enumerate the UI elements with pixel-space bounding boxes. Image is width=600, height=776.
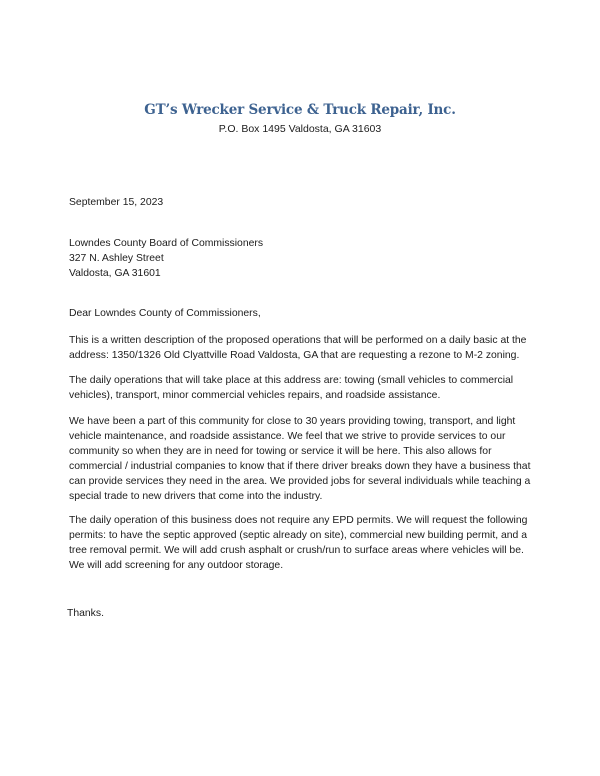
paragraph-1 — [69, 333, 526, 363]
recipient-line: Valdosta, GA 31601 — [69, 268, 161, 279]
text-line: vehicle maintenance, and roadside assistance. We feel that we strive to provide services to our — [69, 431, 506, 442]
text-line: This is a written description of the proposed operations that will be performed on a daily basic at the — [69, 335, 527, 346]
text-line: address: 1350/1326 Old Clyattville Road Valdosta, GA that are requesting a rezone to M-2 zoning. — [69, 350, 520, 361]
text-line: permits: to have the septic approved (septic already on site), commercial new building permit, and a — [69, 530, 527, 541]
text-line: vehicles), transport, minor commercial vehicles repairs, and roadside assistance. — [69, 390, 441, 401]
text-line: special trade to new drivers that come into the industry. — [69, 491, 323, 502]
text-line: The daily operations that will take place at this address are: towing (small vehicles to commercial — [69, 375, 514, 386]
text-line: We have been a part of this community for close to 30 years providing towing, transport, and light — [69, 416, 516, 427]
text-line: tree removal permit. We will add crush asphalt or crush/run to surface areas where vehicles will be. — [69, 545, 524, 556]
text-line: community so when they are in need for towing or service it will be here. This also allows for — [69, 446, 492, 457]
text-line: can provide services they need in the area. We provided jobs for several individuals while teaching a — [69, 476, 531, 487]
paragraph-2 — [69, 373, 513, 403]
text-line: We will add screening for any outdoor storage. — [69, 560, 284, 571]
company-address: P.O. Box 1495 Valdosta, GA 31603 — [218, 123, 382, 135]
salutation: Dear Lowndes County of Commissioners, — [69, 308, 261, 319]
closing: Thanks. — [67, 608, 104, 619]
recipient-line: Lowndes County Board of Commissioners — [69, 238, 264, 249]
paragraph-3 — [69, 414, 530, 504]
text-line: commercial / industrial companies to know that if there driver breaks down they have a business that — [69, 461, 531, 472]
recipient-block — [69, 236, 263, 281]
paragraph-4 — [69, 513, 527, 573]
text-line: The daily operation of this business does not require any EPD permits. We will request the following — [69, 515, 528, 526]
recipient-line: 327 N. Ashley Street — [69, 253, 164, 264]
company-name: GT’s Wrecker Service & Truck Repair, Inc. — [144, 102, 456, 118]
letter-date: September 15, 2023 — [69, 197, 164, 208]
